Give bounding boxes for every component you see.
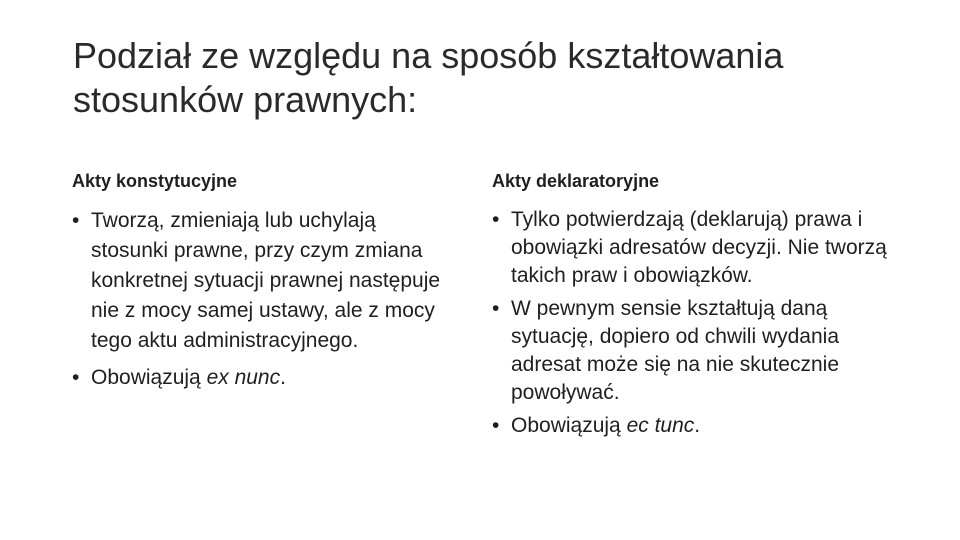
bullet-icon: • bbox=[72, 366, 80, 389]
bullet-icon: • bbox=[492, 208, 500, 231]
list-item-italic-term: ec tunc bbox=[626, 414, 695, 437]
bullet-icon: • bbox=[72, 209, 80, 232]
list-item-text: Tylko potwierdzają (deklarują) prawa i obowiązki adresatów decyzji. Nie tworzą takich praw i obowiązków. bbox=[511, 208, 887, 287]
bullet-icon: • bbox=[492, 414, 500, 437]
list-item bbox=[492, 295, 892, 407]
list-item-text: W pewnym sensie kształtują daną sytuację, dopiero od chwili wydania adresat może się na nie skutecznie powoływać. bbox=[511, 297, 840, 404]
list-item-text: Obowiązują bbox=[91, 366, 207, 389]
right-column bbox=[492, 170, 892, 445]
list-item bbox=[492, 206, 892, 290]
list-item-suffix: . bbox=[694, 414, 701, 437]
right-column-heading: Akty deklaratoryjne bbox=[492, 171, 660, 191]
left-column bbox=[72, 170, 452, 400]
list-item-text: Tworzą, zmieniają lub uchylają stosunki prawne, przy czym zmiana konkretnej sytuacji prawnej następuje nie z mocy samej ustawy, ale z mocy tego aktu administracyjnego. bbox=[91, 209, 441, 352]
list-item-text: Obowiązują bbox=[511, 414, 627, 437]
list-item bbox=[72, 206, 452, 356]
list-item bbox=[72, 363, 452, 393]
list-item-suffix: . bbox=[280, 366, 286, 389]
bullet-icon: • bbox=[492, 297, 500, 320]
list-item-italic-term: ex nunc bbox=[206, 366, 281, 389]
right-bullet-list bbox=[492, 206, 892, 440]
left-column-heading: Akty konstytucyjne bbox=[72, 171, 238, 191]
slide-title: Podział ze względu na sposób kształtowania stosunków prawnych: bbox=[73, 35, 784, 120]
left-bullet-list bbox=[72, 206, 452, 393]
list-item bbox=[492, 412, 892, 440]
